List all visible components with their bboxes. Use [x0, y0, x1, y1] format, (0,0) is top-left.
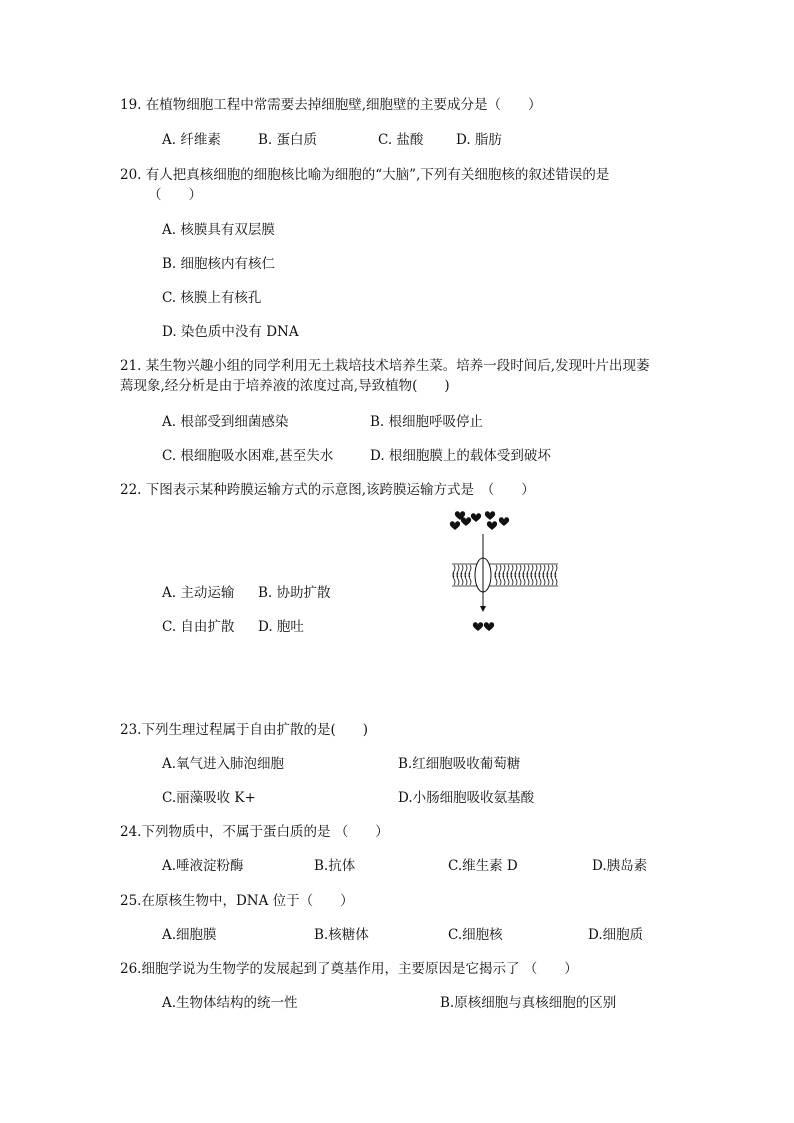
q22-option-a[interactable]: A. 主动运输 [162, 585, 235, 601]
q19-stem: 19. 在植物细胞工程中常需要去掉细胞壁,细胞壁的主要成分是（ ） [120, 97, 542, 113]
q26-option-b[interactable]: B.原核细胞与真核细胞的区别 [440, 995, 617, 1011]
q22-option-d[interactable]: D. 胞吐 [258, 619, 304, 635]
q19-option-a[interactable]: A. 纤维素 [162, 132, 221, 148]
lipid-bilayer-icon [452, 564, 558, 586]
q24-option-b[interactable]: B.抗体 [314, 858, 356, 874]
q23-stem: 23.下列生理过程属于自由扩散的是( ) [120, 722, 369, 738]
q21-option-b[interactable]: B. 根细胞呼吸停止 [370, 414, 484, 430]
q20-option-c[interactable]: C. 核膜上有核孔 [162, 290, 262, 306]
q24-stem: 24.下列物质中，不属于蛋白质的是 （ ） [120, 824, 389, 840]
q25-stem: 25.在原核生物中，DNA 位于（ ） [120, 893, 354, 909]
q26-option-a[interactable]: A.生物体结构的统一性 [162, 995, 298, 1011]
q24-option-a[interactable]: A.唾液淀粉酶 [162, 858, 244, 874]
q19-option-b[interactable]: B. 蛋白质 [258, 132, 318, 148]
molecules-outside-icon [450, 511, 509, 530]
q25-option-c[interactable]: C.细胞核 [448, 927, 503, 943]
q23-option-b[interactable]: B.红细胞吸收葡萄糖 [398, 756, 521, 772]
q21-option-c[interactable]: C. 根细胞吸水困难,甚至失水 [162, 448, 334, 464]
q21-option-a[interactable]: A. 根部受到细菌感染 [162, 414, 289, 430]
q20-option-b[interactable]: B. 细胞核内有核仁 [162, 256, 276, 272]
q23-option-a[interactable]: A.氧气进入肺泡细胞 [162, 756, 285, 772]
q20-option-d[interactable]: D. 染色质中没有 DNA [162, 324, 299, 340]
q23-option-d[interactable]: D.小肠细胞吸收氨基酸 [398, 790, 535, 806]
q20-stem-cont: （ ） [148, 187, 202, 203]
molecules-inside-icon [473, 622, 494, 631]
membrane-transport-diagram [446, 508, 566, 636]
q26-stem: 26.细胞学说为生物学的发展起到了奠基作用，主要原因是它揭示了 （ ） [120, 961, 578, 977]
q25-option-b[interactable]: B.核糖体 [314, 927, 369, 943]
q20-stem: 20. 有人把真核细胞的细胞核比喻为细胞的“大脑”,下列有关细胞核的叙述错误的是 [120, 167, 610, 183]
q24-option-c[interactable]: C.维生素 D [448, 858, 518, 874]
q22-stem: 22. 下图表示某种跨膜运输方式的示意图,该跨膜运输方式是 （ ） [120, 482, 535, 498]
q19-option-d[interactable]: D. 脂肪 [456, 132, 502, 148]
q23-option-c[interactable]: C.丽藻吸收 K+ [162, 790, 256, 806]
q20-option-a[interactable]: A. 核膜具有双层膜 [162, 222, 275, 238]
q24-option-d[interactable]: D.胰岛素 [592, 858, 648, 874]
q25-option-d[interactable]: D.细胞质 [588, 927, 644, 943]
q21-stem: 21. 某生物兴趣小组的同学利用无土栽培技术培养生菜。培养一段时间后,发现叶片出现萎 [120, 358, 650, 374]
q21-option-d[interactable]: D. 根细胞膜上的载体受到破坏 [370, 448, 551, 464]
q25-option-a[interactable]: A.细胞膜 [162, 927, 217, 943]
q19-option-c[interactable]: C. 盐酸 [378, 132, 424, 148]
q22-option-b[interactable]: B. 协助扩散 [258, 585, 331, 601]
q21-stem-cont: 蔫现象,经分析是由于培养液的浓度过高,导致植物( ) [120, 378, 450, 394]
q22-option-c[interactable]: C. 自由扩散 [162, 619, 235, 635]
